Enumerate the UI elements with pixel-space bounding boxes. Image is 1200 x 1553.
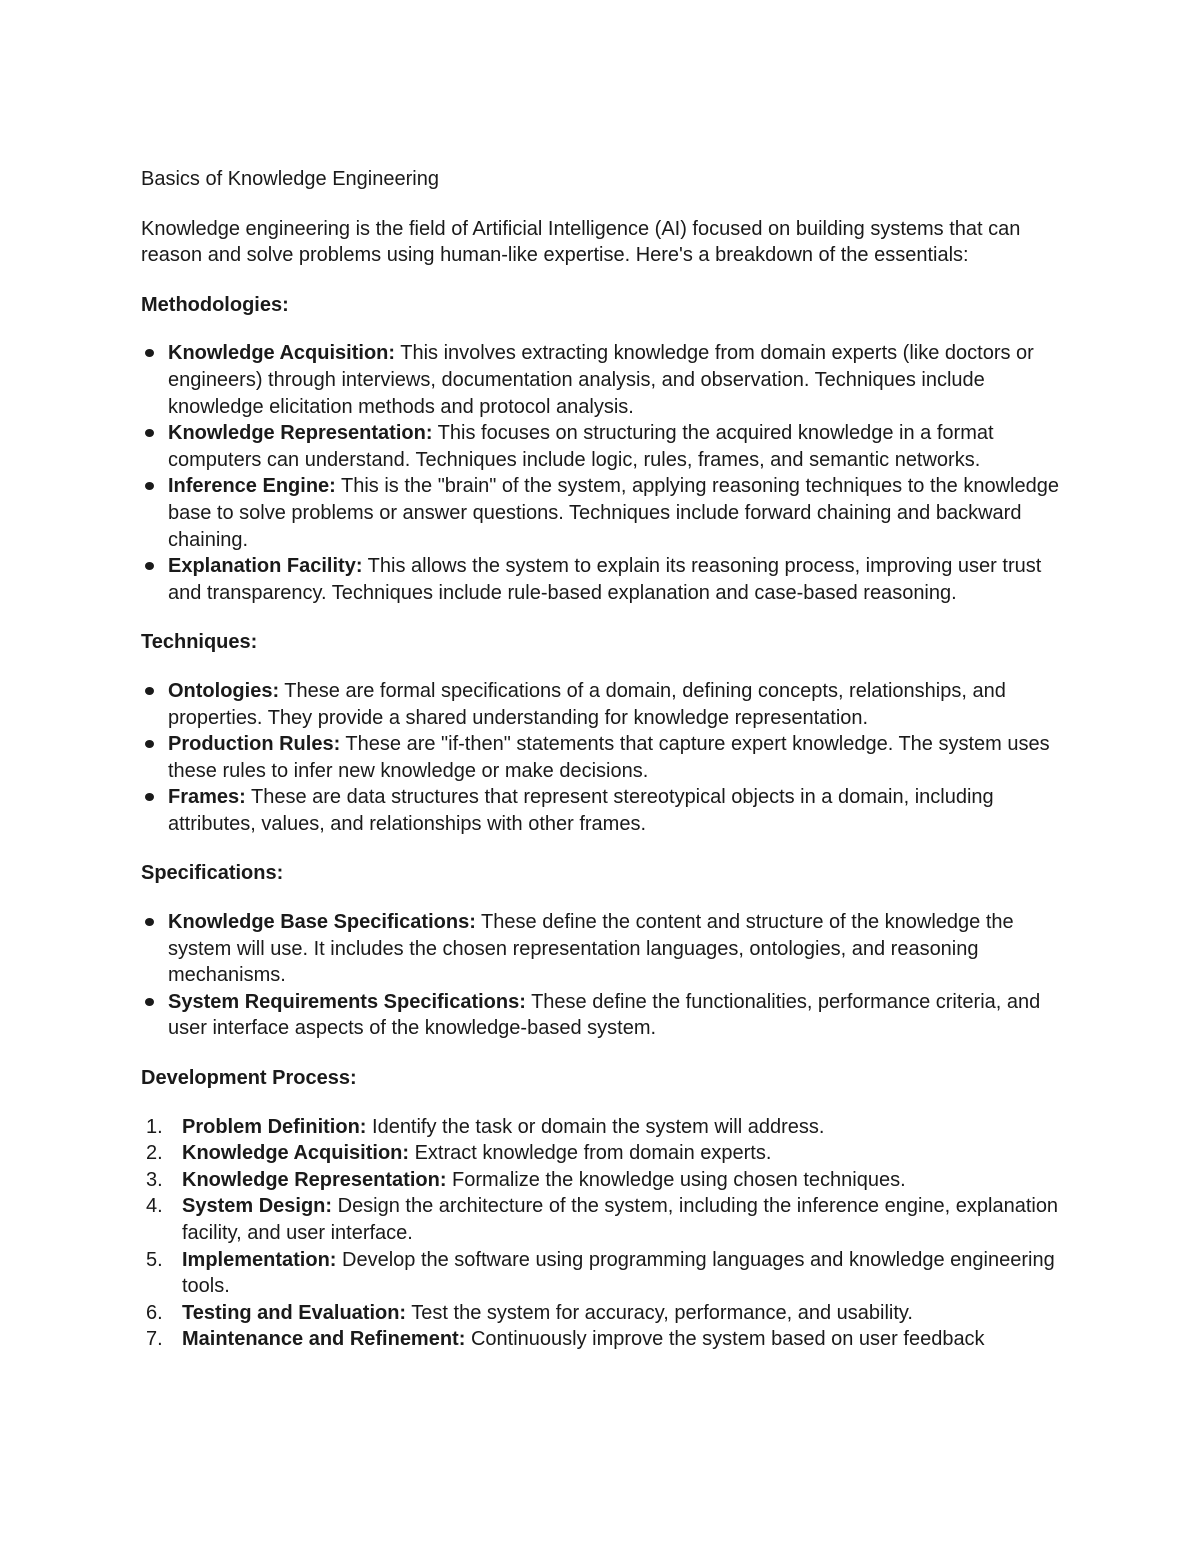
item-text: Continuously improve the system based on user feedback xyxy=(465,1328,985,1351)
document-page xyxy=(141,166,1071,1353)
item-term: Explanation Facility: xyxy=(168,555,363,578)
bullet-icon xyxy=(145,562,154,570)
techniques-heading: Techniques: xyxy=(141,631,258,654)
item-text: This focuses on structuring the acquired knowledge in a format computers can understand. Techniques include logic, rules, frames, and semantic networks. xyxy=(168,422,994,471)
step-number: 6. xyxy=(146,1301,163,1324)
methodologies-list xyxy=(141,340,1071,606)
intro-paragraph: Knowledge engineering is the field of Artificial Intelligence (AI) focused on building systems that can reason and solve problems using human-like expertise. Here's a breakdown of the essentials: xyxy=(141,217,1021,267)
item-text: These are "if-then" statements that capture expert knowledge. The system uses these rules to infer new knowledge or make decisions. xyxy=(168,733,1050,782)
list-item xyxy=(168,678,1071,731)
step-number: 7. xyxy=(146,1328,163,1351)
item-text: Extract knowledge from domain experts. xyxy=(409,1142,772,1165)
item-text: These are formal specifications of a domain, defining concepts, relationships, and properties. They provide a shared understanding for knowledge representation. xyxy=(168,679,1006,729)
bullet-icon xyxy=(145,918,154,926)
bullet-icon xyxy=(145,687,154,695)
item-term: System Design: xyxy=(182,1195,333,1218)
list-item xyxy=(168,784,1071,837)
item-term: Frames: xyxy=(168,786,246,809)
list-item xyxy=(146,1247,1071,1300)
list-item xyxy=(168,989,1071,1042)
item-text: This is the "brain" of the system, applying reasoning techniques to the knowledge base to solve problems or answer questions. Techniques include forward chaining and backward chaining. xyxy=(168,475,1059,551)
list-item xyxy=(146,1300,1071,1327)
development-process-heading: Development Process: xyxy=(141,1067,357,1090)
step-number: 3. xyxy=(146,1168,163,1191)
item-text: This allows the system to explain its reasoning process, improving user trust and transparency. Techniques include rule-based explanation and case-based reasoning. xyxy=(168,555,1042,604)
bullet-icon xyxy=(145,998,154,1006)
bullet-icon xyxy=(145,482,154,490)
list-item xyxy=(168,731,1071,784)
list-item xyxy=(168,340,1071,420)
item-term: Knowledge Representation: xyxy=(182,1168,447,1191)
item-term: Maintenance and Refinement: xyxy=(182,1328,466,1351)
specifications-heading: Specifications: xyxy=(141,862,284,885)
item-term: Inference Engine: xyxy=(168,475,336,498)
step-number: 1. xyxy=(146,1115,163,1138)
item-text: These are data structures that represent stereotypical objects in a domain, including attributes, values, and relationships with other frames. xyxy=(168,786,994,835)
list-item xyxy=(168,909,1071,989)
bullet-icon xyxy=(145,349,154,357)
item-term: Testing and Evaluation: xyxy=(182,1301,407,1324)
bullet-icon xyxy=(145,793,154,801)
item-term: Implementation: xyxy=(182,1248,337,1271)
item-text: This involves extracting knowledge from domain experts (like doctors or engineers) through interviews, documentation analysis, and observation. Techniques include knowledge elicitation methods and protocol analysis. xyxy=(168,342,1034,418)
list-item xyxy=(168,420,1071,473)
item-term: Ontologies: xyxy=(168,679,280,702)
item-term: Knowledge Representation: xyxy=(168,422,433,445)
development-steps-list xyxy=(141,1114,1071,1353)
bullet-icon xyxy=(145,740,154,748)
item-term: Knowledge Acquisition: xyxy=(182,1142,410,1165)
specifications-list xyxy=(141,909,1071,1042)
list-item xyxy=(168,473,1071,553)
list-item xyxy=(146,1167,1071,1194)
item-text: Design the architecture of the system, including the inference engine, explanation facility, and user interface. xyxy=(182,1195,1059,1244)
methodologies-heading: Methodologies: xyxy=(141,293,289,316)
step-number: 2. xyxy=(146,1142,163,1165)
item-text: Test the system for accuracy, performance, and usability. xyxy=(406,1301,913,1324)
step-number: 5. xyxy=(146,1248,163,1271)
item-text: Formalize the knowledge using chosen techniques. xyxy=(446,1168,906,1191)
list-item xyxy=(168,553,1071,606)
bullet-icon xyxy=(145,429,154,437)
list-item xyxy=(146,1193,1071,1246)
item-term: Knowledge Base Specifications: xyxy=(168,911,476,934)
list-item xyxy=(146,1140,1071,1167)
list-item xyxy=(146,1114,1071,1141)
techniques-list xyxy=(141,678,1071,838)
item-term: Production Rules: xyxy=(168,733,341,756)
list-item xyxy=(146,1326,1071,1353)
item-text: Develop the software using programming languages and knowledge engineering tools. xyxy=(182,1248,1055,1298)
document-title: Basics of Knowledge Engineering xyxy=(141,168,439,190)
item-text: These define the content and structure of the knowledge the system will use. It includes the chosen representation languages, ontologies, and reasoning mechanisms. xyxy=(168,911,1014,987)
item-term: Knowledge Acquisition: xyxy=(168,342,396,365)
item-term: System Requirements Specifications: xyxy=(168,990,526,1013)
step-number: 4. xyxy=(146,1195,163,1218)
item-text: Identify the task or domain the system will address. xyxy=(366,1115,825,1138)
item-term: Problem Definition: xyxy=(182,1115,367,1138)
item-text: These define the functionalities, performance criteria, and user interface aspects of the knowledge-based system. xyxy=(168,990,1041,1040)
